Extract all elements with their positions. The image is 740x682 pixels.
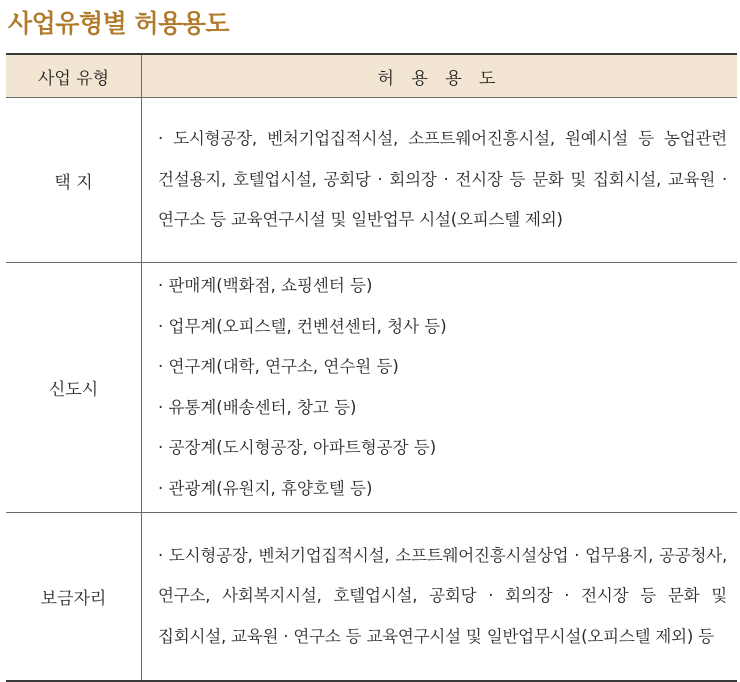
table-header-row <box>6 54 737 98</box>
list-item: · 연구계(대학, 연구소, 연수원 등) <box>158 357 399 376</box>
row-uses-cell <box>142 98 738 263</box>
list-item: · 판매계(백화점, 쇼핑센터 등) <box>158 276 373 295</box>
list-item: · 공장계(도시형공장, 아파트형공장 등) <box>158 438 437 457</box>
allowed-use-table <box>6 53 737 682</box>
row-type-cell: 택 지 <box>6 98 142 263</box>
list-item: · 업무계(오피스텔, 컨벤션센터, 청사 등) <box>158 316 447 336</box>
uses-text: · 도시형공장, 벤처기업집적시설, 소프트웨어진흥시설, 원예시설 등 농업관련 건설용지, 호텔업시설, 공회당 · 회의장 · 전시장 등 문화 및 집회시설, 교육원 · 연구소 등 교육연구시설 및 일반업무 시설(오피스텔 제외) <box>158 129 727 230</box>
row-uses-cell <box>142 513 738 681</box>
list-item: · 관광계(유원지, 휴양호텔 등) <box>158 478 373 498</box>
header-business-type: 사업 유형 <box>6 54 142 98</box>
uses-text: · 도시형공장, 벤처기업집적시설, 소프트웨어진흥시설상업 · 업무용지, 공공청사, 연구소, 사회복지시설, 호텔업시설, 공회당 · 회의장 · 전시장 등 문화 및 집회시설, 교육원 · 연구소 등 교육연구시설 및 일반업무시설(오피스텔 제외) 등 <box>158 545 727 646</box>
header-allowed-uses: 허 용 용 도 <box>142 54 738 98</box>
list-item: · 유통계(배송센터, 창고 등) <box>158 397 357 417</box>
table-row <box>6 263 737 513</box>
row-type-cell: 보금자리 <box>6 513 142 681</box>
row-uses-cell <box>142 263 738 513</box>
uses-list <box>142 263 737 512</box>
table-row <box>6 98 737 263</box>
table-row <box>6 513 737 681</box>
row-type-cell: 신도시 <box>6 263 142 513</box>
page-title: 사업유형별 허용용도 <box>8 9 230 38</box>
